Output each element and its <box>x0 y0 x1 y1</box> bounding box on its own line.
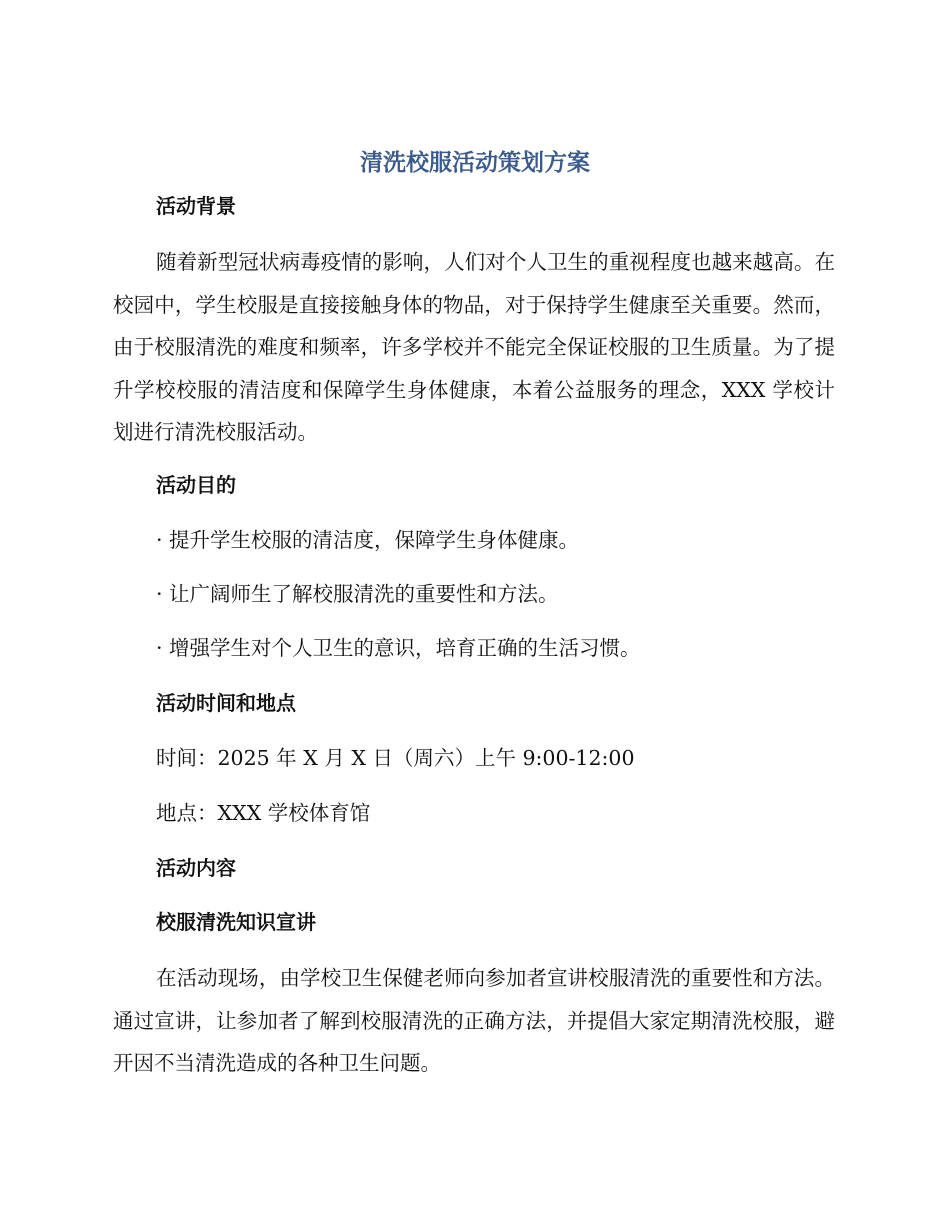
purpose-item: · 让广阔师生了解校服清洗的重要性和方法。 <box>156 582 559 606</box>
purpose-item: · 增强学生对个人卫生的意识，培育正确的生活习惯。 <box>156 636 641 660</box>
section-heading-purpose: 活动目的 <box>156 473 236 497</box>
event-place: 地点：XXX 学校体育馆 <box>156 801 371 825</box>
document-title: 清洗校服活动策划方案 <box>360 150 590 176</box>
purpose-item: · 提升学生校服的清洁度，保障学生身体健康。 <box>156 528 580 552</box>
background-paragraph: 随着新型冠状病毒疫情的影响，人们对个人卫生的重视程度也越来越高。在校园中，学生校服是直接接触身体的物品，对于保持学生健康至关重要。然而，由于校服清洗的难度和频率，许多学校并不能完全保证校服的卫生质量。为了提升学校校服的清洁度和保障学生身体健康，本着公益服务的理念，XXX 学校计划进行清洗校服活动。 <box>113 250 835 444</box>
subsection-heading-knowledge: 校服清洗知识宣讲 <box>156 910 316 934</box>
content-paragraph: 在活动现场，由学校卫生保健老师向参加者宣讲校服清洗的重要性和方法。通过宣讲，让参加者了解到校服清洗的正确方法，并提倡大家定期清洗校服，避开因不当清洗造成的各种卫生问题。 <box>113 966 835 1075</box>
section-heading-background: 活动背景 <box>156 194 236 218</box>
section-heading-content: 活动内容 <box>156 856 236 880</box>
event-time: 时间：2025 年 X 月 X 日（周六）上午 9:00-12:00 <box>156 746 635 770</box>
section-heading-time-place: 活动时间和地点 <box>156 691 296 715</box>
